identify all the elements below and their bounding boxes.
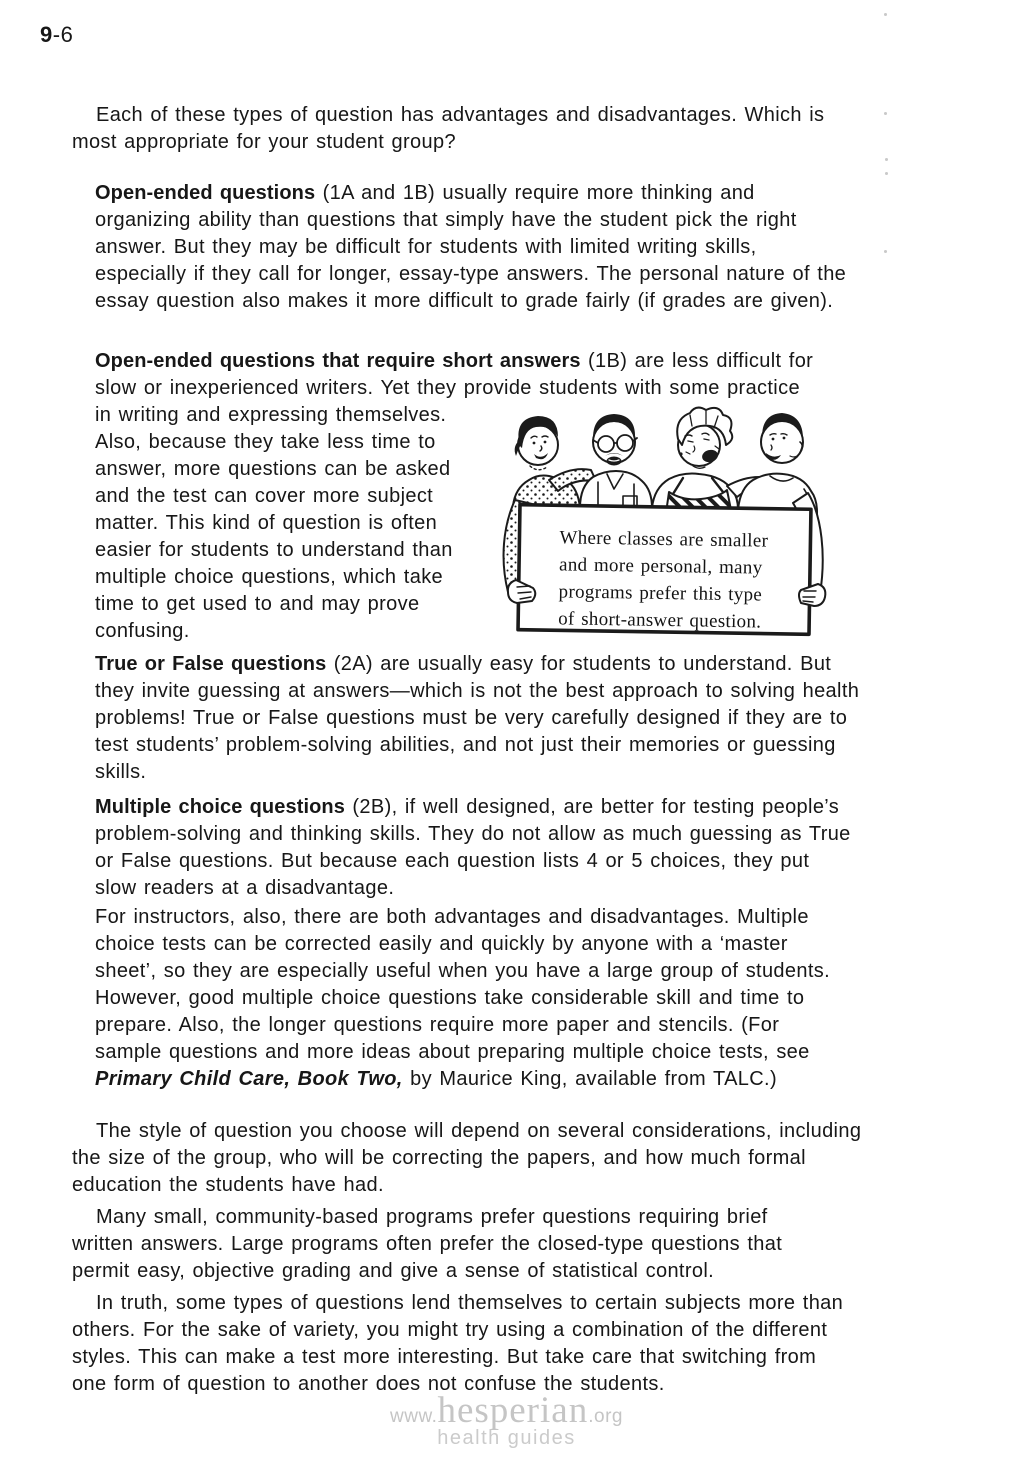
paragraph-multiple-choice bbox=[95, 794, 857, 902]
sign bbox=[518, 505, 811, 635]
watermark-www: www. bbox=[390, 1406, 438, 1427]
paragraph-open-ended bbox=[95, 180, 847, 315]
sign-line-1: Where classes are smaller bbox=[559, 527, 769, 552]
paragraph-instructors bbox=[95, 904, 853, 1093]
paragraph-short-answers bbox=[95, 348, 847, 656]
page-number-suffix: -6 bbox=[52, 22, 74, 47]
paragraph-true-false-body: (2A) are usually easy for students to understand. But they invite guessing at answers—which is not the best approach to solving health problems! True or False questions must be very carefully designed if they are to test students’ problem-solving abilities, and not just their memories or guessing skills. bbox=[95, 653, 860, 783]
paragraph-style: The style of question you choose will depend on several considerations, including the size of the group, who will be correcting the papers, and how much formal education the students have had. bbox=[72, 1120, 862, 1196]
scan-artifact bbox=[885, 172, 888, 175]
scan-artifact bbox=[884, 13, 887, 16]
scan-artifact bbox=[884, 250, 887, 253]
watermark-name: hesperian bbox=[437, 1390, 589, 1431]
watermark-org: .org bbox=[588, 1406, 623, 1427]
watermark-tagline: health guides bbox=[437, 1427, 576, 1449]
sign-line-2: and more personal, many bbox=[558, 554, 763, 579]
paragraph-instructors-body1: For instructors, also, there are both advantages and disadvantages. Multiple choice tests can be corrected easily and quickly by anyone with a ‘master sheet’, so they are especially useful when you have a large group of students. However, good multiple choice questions take considerable skill and time to prepare. Also, the longer questions require more paper and stencils. (For sample questions and more ideas about preparing multiple choice tests, see bbox=[95, 906, 831, 1063]
scan-artifact bbox=[885, 158, 888, 161]
paragraph-multiple-choice-body: (2B), if well designed, are better for testing people’s problem-solving and thinking skills. They do not allow as much guessing as True or False questions. But because each question lists 4 or 5 choices, they put slow readers at a disadvantage. bbox=[95, 796, 851, 899]
group-holding-sign-illustration bbox=[469, 404, 847, 646]
paragraph-true-false-lead: True or False questions bbox=[95, 653, 327, 675]
sign-line-3: programs prefer this type bbox=[558, 581, 763, 606]
paragraph-true-false bbox=[95, 651, 865, 786]
scan-artifact bbox=[884, 112, 887, 115]
book-title: Primary Child Care, Book Two, bbox=[95, 1068, 403, 1090]
page-number bbox=[40, 22, 73, 48]
hesperian-watermark-url bbox=[390, 1392, 623, 1429]
paragraph-truth: In truth, some types of questions lend themselves to certain subjects more than others. For the sake of variety, you might try using a combination of the different styles. This can make a test more interesting. But take care that switching from one form of question to another does not confuse the students. bbox=[72, 1292, 844, 1395]
paragraph-short-answers-body1: (1B) are less difficult for slow or inexperienced writers. Yet they provide students with some practice bbox=[95, 350, 814, 399]
hesperian-watermark bbox=[390, 1392, 623, 1450]
paragraph-programs: Many small, community-based programs prefer questions requiring brief written answers. Large programs often prefer the closed-type questions that permit easy, objective grading and give a sense of statistical control. bbox=[72, 1206, 783, 1282]
paragraph-short-answers-body2: in writing and expressing themselves. Also, because they take less time to answer, more questions can be asked and the test can cover more subject matter. This kind of question is often easier for students to understand than multiple choice questions, which take time to get used to and may prove confusing. bbox=[95, 404, 453, 642]
sign-line-4: of short-answer question. bbox=[558, 608, 762, 633]
page-number-chapter: 9 bbox=[40, 22, 53, 47]
paragraph-intro: Each of these types of question has advantages and disadvantages. Which is most appropriate for your student group? bbox=[72, 104, 825, 153]
paragraph-open-ended-body: (1A and 1B) usually require more thinking and organizing ability than questions that simply have the student pick the right answer. But they may be difficult for students with limited writing skills, especially if they call for longer, essay-type answers. The personal nature of the essay question also makes it more difficult to grade fairly (if grades are given). bbox=[95, 182, 847, 312]
paragraph-short-answers-lead: Open-ended questions that require short answers bbox=[95, 350, 581, 372]
paragraph-open-ended-lead: Open-ended questions bbox=[95, 182, 316, 204]
paragraph-instructors-body2: by Maurice King, available from TALC.) bbox=[402, 1068, 777, 1090]
paragraph-multiple-choice-lead: Multiple choice questions bbox=[95, 796, 345, 818]
